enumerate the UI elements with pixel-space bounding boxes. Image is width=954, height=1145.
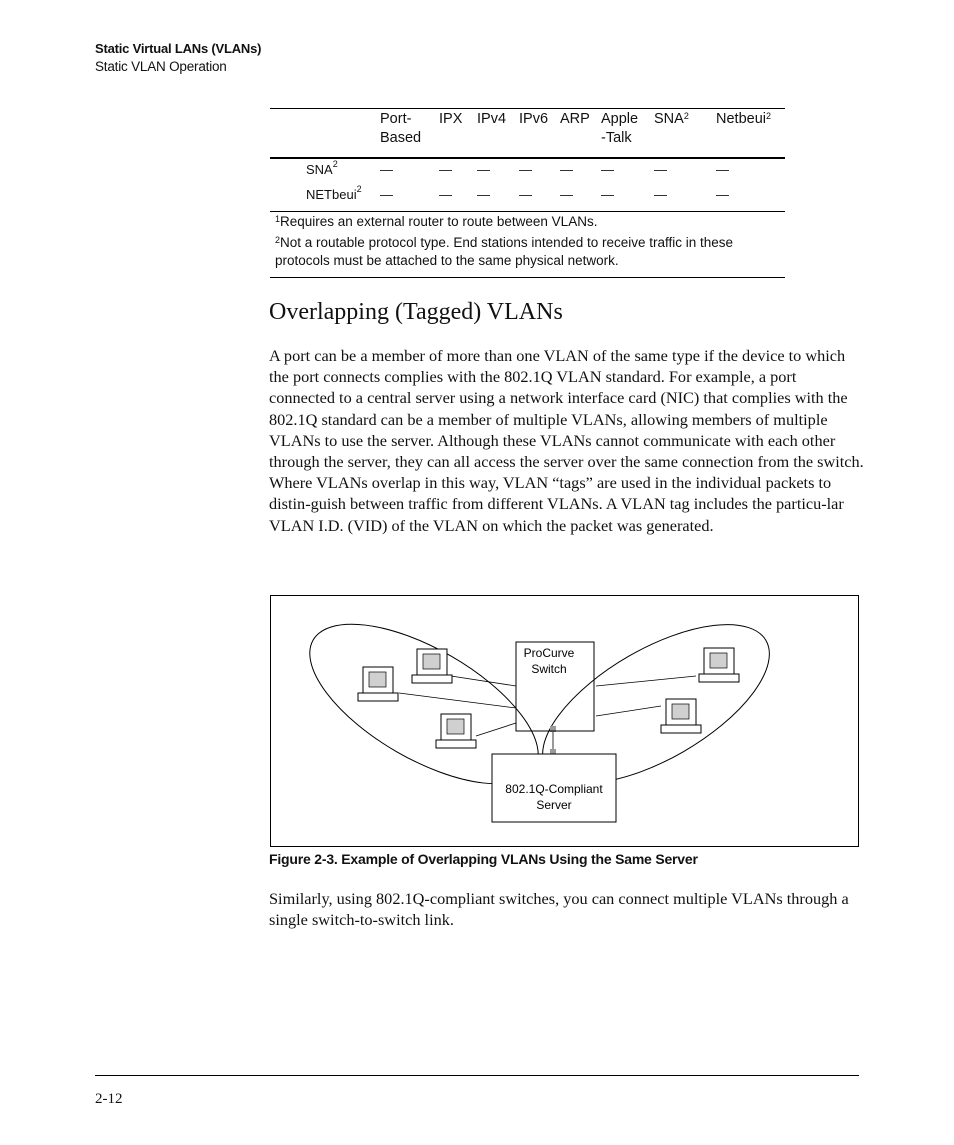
table-cell: — [654,162,667,177]
procurve-switch [516,642,594,731]
table-cell: — [380,162,393,177]
table-cell: — [601,162,614,177]
table-cell: — [716,187,729,202]
figure-caption: Figure 2-3. Example of Overlapping VLANs Using the Same Server [269,851,698,867]
table-footnote-rule [270,211,785,212]
table-cell: — [519,187,532,202]
row-label-sna: SNA$^2$ [306,159,338,177]
table-cell: — [477,162,490,177]
server-label-line1: 802.1Q-Compliant [505,782,603,796]
workstation-icon [358,667,398,701]
server-label-line2: Server [536,798,572,812]
table-cell: — [654,187,667,202]
table-footnote-2: $^2$Not a routable protocol type. End stations intended to receive traffic in these protocols must be attached to the same physical network. [275,235,734,268]
table-cell: — [439,187,452,202]
page-number: 2-12 [95,1091,123,1107]
body-paragraph-1: A port can be a member of more than one VLAN of the same type if the device to which the port connects complies with the 802.1Q VLAN standard. For example, a port connected to a central server using a network interface card (NIC) that complies with the 802.1Q standard can be a member of multiple VLANs, allowing members of multiple VLANs to use the server. Although these VLANs cannot communicate with each other through the server, they can all access the server over the same connection from the switch. Where VLANs overlap in this way, VLAN “tags” are used in the individual packets to distin-guish between traffic from different VLANs. A VLAN tag includes the particu-lar VLAN I.D. (VID) of the VLAN on which the packet was generated. [269,346,864,535]
table-cell: — [716,162,729,177]
link-line [596,676,696,686]
running-header-chapter: Static Virtual LANs (VLANs) [95,41,262,56]
table-cell: — [560,162,573,177]
running-header-section: Static VLAN Operation [95,59,227,74]
table-cell: — [439,162,452,177]
footer-rule [95,1075,859,1076]
col-header-ipv4: IPv4 [477,111,507,127]
col-header-port-based: Port- Based [380,111,422,146]
col-header-ipv6: IPv6 [519,111,549,127]
network-diagram [271,596,858,846]
table-header-rule [270,157,785,159]
switch-label-line2: Switch [531,662,567,676]
col-header-ipx: IPX [439,111,463,127]
link-line [476,723,516,736]
switch-label-line1: ProCurve [523,646,575,660]
col-header-sna: SNA$^2$ [654,111,689,127]
table-top-rule [270,108,785,109]
figure-overlapping-vlans [270,595,859,847]
server [492,754,616,822]
table-footnote-1: $^1$Requires an external router to route between VLANs. [275,214,598,229]
col-header-appletalk: Apple -Talk [601,111,639,146]
row-label-netbeui: NETbeui$^2$ [306,184,362,202]
workstation-icon [412,649,452,683]
workstation-icon [661,699,701,733]
table-cell: — [380,187,393,202]
link-line [399,693,516,708]
table-cell: — [477,187,490,202]
col-header-netbeui: Netbeui$^2$ [716,111,771,127]
link-line [596,706,661,716]
section-title: Overlapping (Tagged) VLANs [269,299,563,325]
table-cell: — [519,162,532,177]
workstation-icon [699,648,739,682]
table-cell: — [601,187,614,202]
workstation-icon [436,714,476,748]
table-cell: — [560,187,573,202]
body-paragraph-2: Similarly, using 802.1Q-compliant switches, you can connect multiple VLANs through a single switch-to-switch link. [269,889,849,930]
col-header-arp: ARP [560,111,590,127]
table-bottom-rule [270,277,785,278]
